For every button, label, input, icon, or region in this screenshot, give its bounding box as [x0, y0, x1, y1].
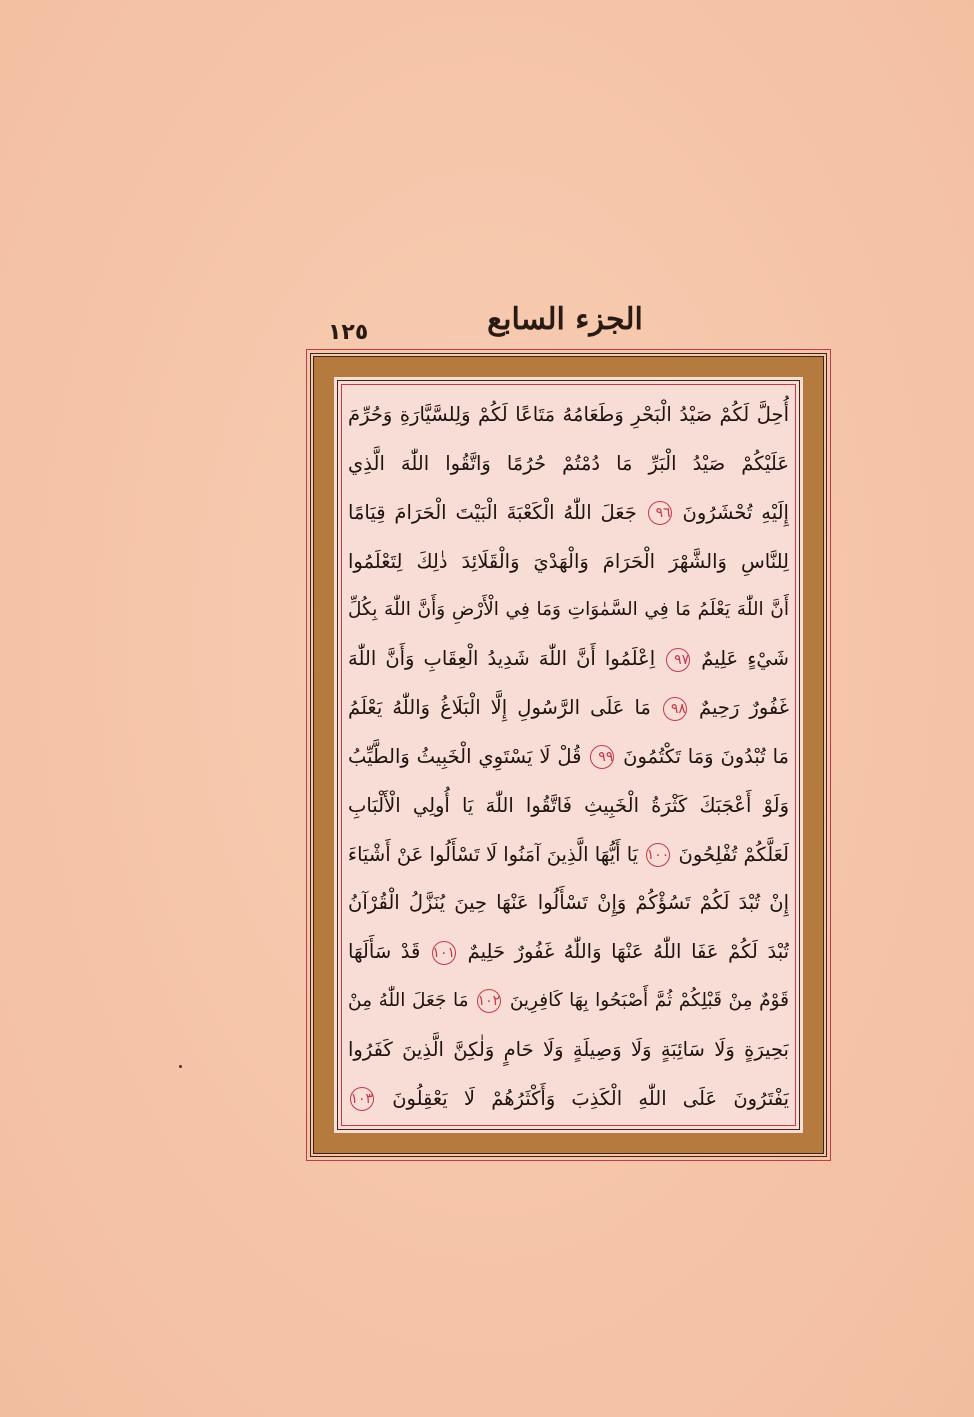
verse-text: جَعَلَ اللّٰهُ الْكَعْبَةَ الْبَيْتَ الْحَرَامَ قِيَامًا: [348, 500, 637, 524]
verse-text: عَلَيْكُمْ صَيْدُ الْبَرِّ مَا دُمْتُمْ حُرُمًا وَاتَّقُوا اللّٰهَ الَّذِي: [348, 451, 789, 475]
page-number: ١٢٥: [328, 320, 369, 345]
ayah-number-marker: ١٠٠: [646, 843, 670, 867]
verse-line: [348, 441, 789, 487]
verse-text: أُحِلَّ لَكُمْ صَيْدُ الْبَحْرِ وَطَعَامُهُ مَتَاعًا لَكُمْ وَلِلسَّيَّارَةِ وَحُرِّمَ: [348, 403, 789, 426]
verse-line: [348, 490, 789, 536]
verse-line: [348, 1076, 789, 1122]
verse-text: يَفْتَرُونَ عَلَى اللّٰهِ الْكَذِبَ وَأَكْثَرُهُمْ لَا يَعْقِلُونَ: [392, 1086, 789, 1110]
verse-text: مَا عَلَى الرَّسُولِ إِلَّا الْبَلَاغُ وَاللّٰهُ يَعْلَمُ: [348, 696, 651, 720]
verse-text: قُلْ لَا يَسْتَوِي الْخَبِيثُ وَالطَّيِّبُ: [348, 744, 582, 768]
verse-line: [348, 734, 789, 780]
verse-line: [348, 392, 789, 438]
ayah-number-marker: ٩٦: [648, 501, 672, 525]
verse-line: [348, 1027, 789, 1073]
verse-text: إِلَيْهِ تُحْشَرُونَ: [682, 500, 789, 524]
verse-line: [348, 587, 789, 633]
verse-text: تُبْدَ لَكُمْ عَفَا اللّٰهُ عَنْهَا وَاللّٰهُ غَفُورٌ حَلِيمٌ: [467, 940, 789, 964]
verse-text: غَفُورٌ رَحِيمٌ: [699, 696, 789, 720]
verse-line: [348, 539, 789, 585]
verse-text: قَوْمٌ مِنْ قَبْلِكُمْ ثُمَّ أَصْبَحُوا بِهَا كَافِرِينَ: [509, 990, 789, 1012]
verse-line: [348, 880, 789, 926]
verse-text: شَيْءٍ عَلِيمٌ: [701, 647, 789, 671]
verse-line: [348, 832, 789, 878]
verse-line: [348, 929, 789, 975]
verse-line: [348, 685, 789, 731]
verse-line: [348, 783, 789, 829]
verse-text: اِعْلَمُوا أَنَّ اللّٰهَ شَدِيدُ الْعِقَابِ وَأَنَّ اللّٰهَ: [348, 647, 656, 671]
verse-text: قَدْ سَأَلَهَا: [348, 940, 421, 964]
verse-text: إِنْ تُبْدَ لَكُمْ تَسُؤْكُمْ وَإِنْ تَسْأَلُوا عَنْهَا حِينَ يُنَزَّلُ الْقُرْآنُ: [348, 891, 789, 915]
ayah-number-marker: ١٠١: [432, 941, 456, 965]
juz-title: الجزء السابع: [487, 302, 643, 337]
verse-text: وَلَوْ أَعْجَبَكَ كَثْرَةُ الْخَبِيثِ فَاتَّقُوا اللّٰهَ يَا أُولِي الْأَلْبَابِ: [348, 793, 789, 817]
verse-text: مَا تُبْدُونَ وَمَا تَكْتُمُونَ: [623, 744, 789, 768]
verse-text: لَعَلَّكُمْ تُفْلِحُونَ: [678, 842, 789, 866]
verse-line: [348, 636, 789, 682]
ayah-number-marker: ١٠٢: [477, 989, 501, 1013]
verse-line: [348, 978, 789, 1024]
verse-text: مَا جَعَلَ اللّٰهُ مِنْ: [348, 990, 469, 1012]
ayah-number-marker: ٩٧: [666, 648, 690, 672]
ayah-number-marker: ٩٨: [663, 697, 687, 721]
ayah-number-marker: ٩٩: [590, 745, 614, 769]
verse-text: يَا أَيُّهَا الَّذِينَ آمَنُوا لَا تَسْأَلُوا عَنْ أَشْيَاءَ: [348, 842, 639, 866]
verse-text: بَحِيرَةٍ وَلَا سَائِبَةٍ وَلَا وَصِيلَةٍ وَلَا حَامٍ وَلٰكِنَّ الَّذِينَ كَفَرُوا: [348, 1037, 789, 1061]
verse-text-block: [348, 392, 789, 1122]
verse-text: أَنَّ اللّٰهَ يَعْلَمُ مَا فِي السَّمٰوَاتِ وَمَا فِي الْأَرْضِ وَأَنَّ اللّٰهَ بِكُلِّ: [348, 599, 789, 621]
page-header: [300, 296, 830, 346]
verse-text: لِلنَّاسِ وَالشَّهْرَ الْحَرَامَ وَالْهَدْيَ وَالْقَلَائِدَ ذٰلِكَ لِتَعْلَمُوا: [348, 549, 789, 573]
ayah-number-marker: ١٠٣: [350, 1087, 374, 1111]
paper-speck: [179, 1065, 182, 1068]
